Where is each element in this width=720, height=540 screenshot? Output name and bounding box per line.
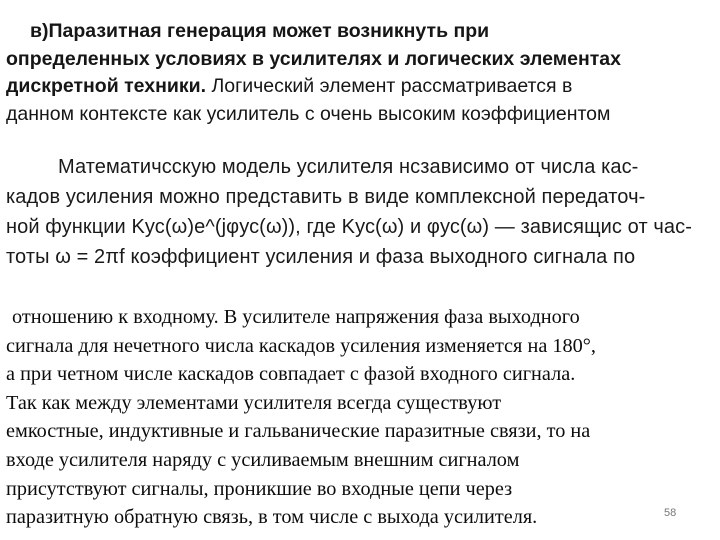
bottom-line-4: Так как между элементами усилителя всегда существуют xyxy=(6,391,502,414)
bottom-line-1: отношению к входному. В усилителе напряжения фаза выходного xyxy=(12,306,580,328)
scan-line-1: Математичсскую модель усилителя нсзависимо от числа кас- xyxy=(58,156,639,178)
top-line-4: данном контексте как усилитель с очень высоким коэффициентом xyxy=(6,102,611,125)
bottom-line-7: присутствуют сигналы, проникшие во входные цепи через xyxy=(6,477,513,500)
slide-bottom-paragraph xyxy=(6,303,718,532)
scanned-excerpt xyxy=(6,152,716,272)
scan-line-3: ной функции Kус(ω)e^(jφус(ω)), где Kус(ω) и φус(ω) — зависящис от час- xyxy=(6,216,692,238)
bottom-line-8: паразитную обратную связь, в том числе с выхода усилителя. xyxy=(6,506,538,529)
top-line-3-bold: дискретной техники. xyxy=(6,75,207,97)
top-line-3 xyxy=(6,73,718,101)
top-line-1: в)Паразитная генерация может возникнуть при xyxy=(30,20,490,42)
scan-line-4: тоты ω = 2πf коэффициент усиления и фаза выходного сигнала по xyxy=(6,246,636,268)
bottom-line-3: а при четном числе каскадов совпадает с фазой входного сигнала. xyxy=(6,363,576,386)
slide-top-paragraph xyxy=(6,18,718,128)
page-number: 58 xyxy=(664,507,677,519)
scan-line-2: кадов усиления можно представить в виде комплексной передаточ- xyxy=(6,186,646,208)
bottom-line-6: входе усилителя наряду с усиливаемым внешним сигналом xyxy=(6,448,520,471)
top-line-2: определенных условиях в усилителях и логических элементах xyxy=(6,47,621,70)
bottom-line-5: емкостные, индуктивные и гальванические паразитные связи, то на xyxy=(6,420,591,443)
top-line-3-rest: Логический элемент рассматривается в xyxy=(206,75,573,97)
bottom-line-2: сигнала для нечетного числа каскадов усиления изменяется на 180°, xyxy=(6,334,596,357)
